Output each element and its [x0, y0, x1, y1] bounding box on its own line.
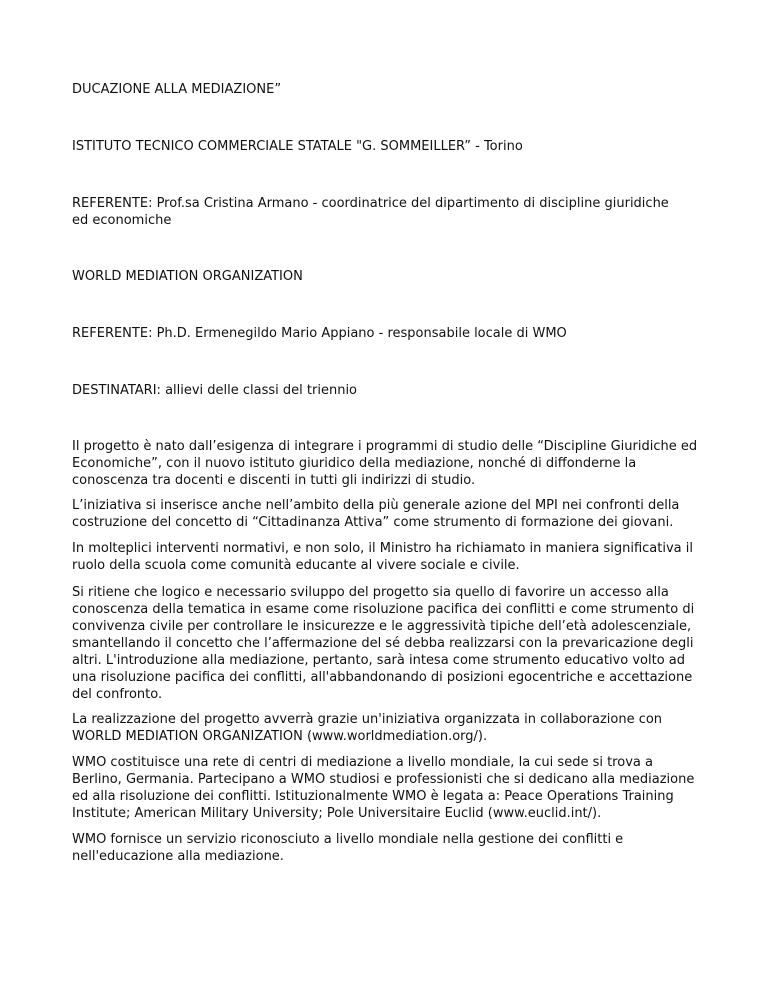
paragraph-5: La realizzazione del progetto avverrà grazie un'iniziativa organizzata in collaborazione con WORLD MEDIATION ORGANIZATION (www.worldmediation.org/). [72, 712, 663, 744]
destinatari: DESTINATARI: allievi delle classi del triennio [72, 383, 358, 398]
referente-1-line-2: ed economiche [72, 213, 172, 228]
document-title: DUCAZIONE ALLA MEDIAZIONE” [72, 82, 282, 97]
paragraph-7: WMO fornisce un servizio riconosciuto a livello mondiale nella gestione dei conflitti e nell'educazione alla mediazione. [72, 832, 624, 864]
organization-heading: WORLD MEDIATION ORGANIZATION [72, 269, 303, 284]
paragraph-1: Il progetto è nato dall’esigenza di integrare i programmi di studio delle “Discipline Giuridiche ed Economiche”, con il nuovo istituto giuridico della mediazione, nonché di diffonderne la conoscenza tra docenti e discenti in tutti gli indirizzi di studio. [72, 439, 698, 488]
paragraph-4: Si ritiene che logico e necessario sviluppo del progetto sia quello di favorire un accesso alla conoscenza della tematica in esame come risoluzione pacifica dei conflitti e come strumento di convivenza civile per controllare le insicurezze e le aggressività tipiche dell’età adolescenziale, smantellando il concetto che l’affermazione del sé debba realizzarsi con la prevaricazione degli altri. L'introduzione alla mediazione, pertanto, sarà intesa come strumento educativo volto ad una risoluzione pacifica dei conflitti, all'abbandonando di posizioni egocentriche e accettazione del confronto. [72, 585, 695, 702]
referente-1-line-1: REFERENTE: Prof.sa Cristina Armano - coordinatrice del dipartimento di discipline giuridiche [72, 196, 669, 211]
referente-2: REFERENTE: Ph.D. Ermenegildo Mario Appiano - responsabile locale di WMO [72, 326, 567, 341]
paragraph-2: L’iniziativa si inserisce anche nell’ambito della più generale azione del MPI nei confronti della costruzione del concetto di “Cittadinanza Attiva” come strumento di formazione dei giovani. [72, 498, 680, 530]
paragraph-3: In molteplici interventi normativi, e non solo, il Ministro ha richiamato in maniera significativa il ruolo della scuola come comunità educante al vivere sociale e civile. [72, 541, 693, 573]
paragraph-6: WMO costituisce una rete di centri di mediazione a livello mondiale, la cui sede si trova a Berlino, Germania. Partecipano a WMO studiosi e professionisti che si dedicano alla mediazione ed alla risoluzione dei conflitti. Istituzionalmente WMO è legata a: Peace Operations Training Institute; American Military University; Pole Universitaire Euclid (www.euclid.int/). [72, 755, 695, 821]
school-name: ISTITUTO TECNICO COMMERCIALE STATALE "G. SOMMEILLER” - Torino [72, 139, 523, 154]
